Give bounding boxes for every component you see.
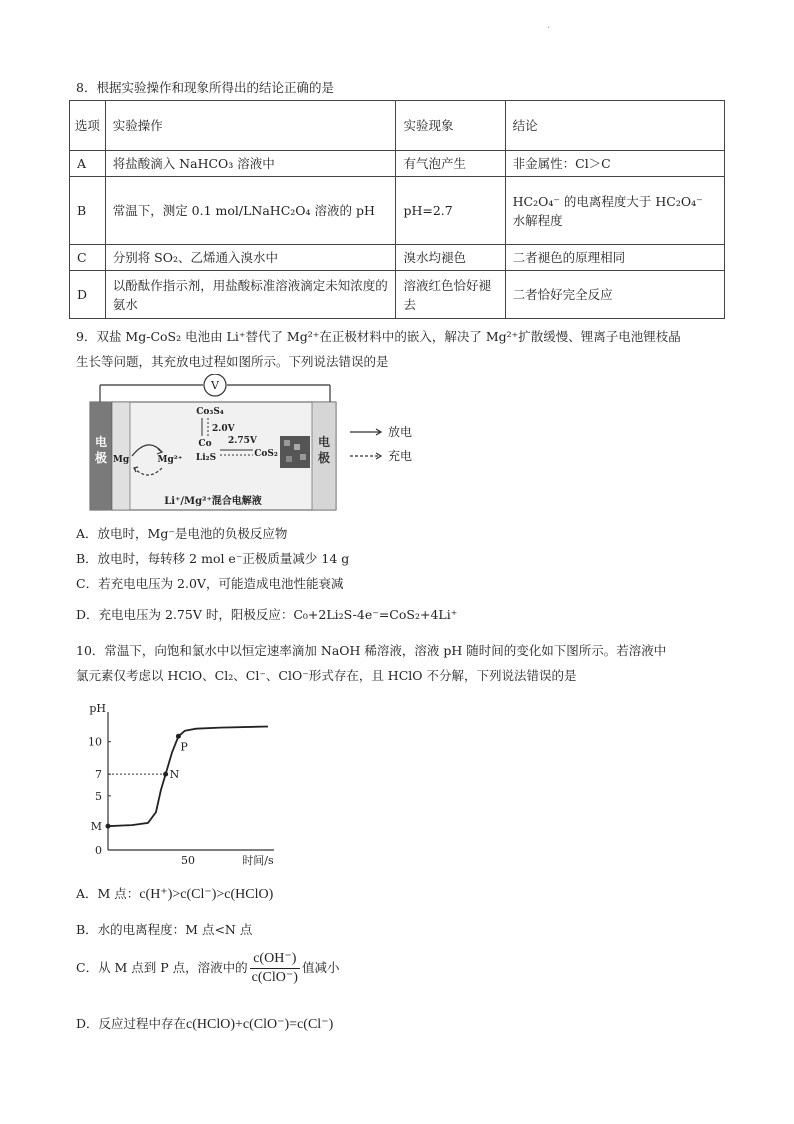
header-phenomenon: 实验现象 [396, 101, 505, 151]
electrode-right-char1: 电 [317, 435, 331, 449]
x-axis-label: 时间/s [242, 854, 274, 867]
q10-stem-line1: 10．常温下，向饱和氯水中以恒定速率滴加 NaOH 稀溶液，溶液 pH 随时间的变化如下图所示。若溶液中 [76, 643, 667, 658]
row-phenomenon: pH=2.7 [396, 177, 505, 245]
q10-stem-line2: 氯元素仅考虑以 HClO、Cl₂、Cl⁻、ClO⁻形式存在，且 HClO 不分解，下列说法错误的是 [76, 668, 577, 683]
q9-option-a: A．放电时，Mg⁻是电池的负极反应物 [76, 526, 288, 541]
point-n-label: N [169, 768, 180, 782]
header-operation: 实验操作 [105, 101, 396, 151]
cos2-label: CoS₂ [254, 449, 278, 459]
co-label: Co [198, 439, 212, 449]
q9-stem-line2: 生长等问题，其充放电过程如图所示。下列说法错误的是 [76, 354, 389, 369]
header-option: 选项 [70, 101, 106, 151]
q9-option-c: C．若充电电压为 2.0V，可能造成电池性能衰减 [76, 576, 344, 591]
q10-option-b: B．水的电离程度：M 点<N 点 [76, 922, 253, 937]
row-conclusion: 二者恰好完全反应 [505, 271, 724, 319]
voltmeter-label: V [211, 379, 219, 392]
q9-stem-line1: 9．双盐 Mg-CoS₂ 电池由 Li⁺替代了 Mg²⁺在正极材料中的嵌入，解决了 Mg²⁺扩散缓慢、锂离子电池锂枝晶 [76, 329, 681, 344]
fraction-denominator: c(ClO⁻) [251, 970, 298, 985]
row-opt: C [70, 245, 106, 271]
page-mark: . [547, 20, 551, 31]
header-conclusion: 结论 [505, 101, 724, 151]
q10-option-d-prefix: D．反应过程中存在 [76, 1016, 187, 1031]
battery-diagram [88, 374, 438, 514]
q10-option-d-expr: c(HClO)+c(ClO⁻)=c(Cl⁻) [186, 1017, 334, 1032]
q8-stem: 8．根据实验操作和现象所得出的结论正确的是 [76, 80, 334, 95]
ph-curve [108, 727, 268, 827]
row-opt: B [70, 177, 106, 245]
legend-discharge-label: 放电 [388, 425, 413, 439]
table-row [70, 271, 725, 319]
legend-charge-label: 充电 [388, 449, 413, 463]
q10-option-a [76, 884, 273, 905]
row-conclusion: 二者褪色的原理相同 [505, 245, 724, 271]
point-m [106, 824, 111, 829]
q10-option-d [76, 1014, 333, 1035]
ph-chart [80, 700, 280, 868]
cos2-crystal-icon [280, 436, 310, 468]
y-tick-label: 7 [95, 768, 102, 782]
row-phenomenon: 溶液红色恰好褪去 [396, 271, 505, 319]
q10-option-c [76, 950, 339, 987]
y-tick-label: 0 [95, 844, 102, 857]
electrolyte-label: Li⁺/Mg²⁺混合电解液 [164, 496, 262, 507]
electrode-right-char2: 极 [317, 451, 331, 465]
electrode-left-char2: 极 [94, 451, 108, 465]
table-row [70, 151, 725, 177]
row-opt: A [70, 151, 106, 177]
point-m-label: M [90, 820, 102, 834]
y-axis-label: pH [89, 702, 106, 715]
x-tick-label: 50 [181, 854, 195, 867]
point-p [176, 734, 181, 739]
row-operation: 以酚酞作指示剂，用盐酸标准溶液滴定未知浓度的氨水 [105, 271, 396, 319]
fraction-numerator: c(OH⁻) [250, 950, 300, 969]
row-operation: 将盐酸滴入 NaHCO₃ 溶液中 [105, 151, 396, 177]
row-phenomenon: 溴水均褪色 [396, 245, 505, 271]
row-operation: 分别将 SO₂、乙烯通入溴水中 [105, 245, 396, 271]
li2s-label: Li₂S [195, 453, 217, 463]
q10-option-a-expr: c(H⁺)>c(Cl⁻)>c(HClO) [139, 887, 274, 902]
table-row [70, 177, 725, 245]
point-p-label: P [180, 740, 188, 754]
y-tick-label: 10 [88, 735, 102, 749]
q10-fraction [250, 950, 300, 987]
q10-option-a-prefix: A．M 点： [76, 886, 140, 901]
row-conclusion: HC₂O₄⁻ 的电离程度大于 HC₂O₄⁻ 水解程度 [505, 177, 724, 245]
v275-label: 2.75V [228, 436, 257, 446]
q9-option-d: D．充电电压为 2.75V 时，阳极反应：C₀+2Li₂S-4e⁻=CoS₂+4Li⁺ [76, 607, 458, 622]
point-n [163, 772, 168, 777]
q9-option-b: B．放电时，每转移 2 mol e⁻正极质量减少 14 g [76, 551, 350, 566]
mg-label: Mg [112, 455, 130, 465]
row-conclusion: 非金属性：Cl＞C [505, 151, 724, 177]
electrode-left-char1: 电 [94, 435, 108, 449]
y-tick-label: 5 [95, 789, 102, 803]
co3s4-label: Co₃S₄ [196, 407, 224, 417]
row-phenomenon: 有气泡产生 [396, 151, 505, 177]
v20-label: 2.0V [212, 424, 235, 434]
q8-table [69, 100, 725, 319]
q10-option-c-prefix: C．从 M 点到 P 点，溶液中的 [76, 960, 248, 975]
row-operation: 常温下，测定 0.1 mol/LNaHC₂O₄ 溶液的 pH [105, 177, 396, 245]
q10-option-c-suffix: 值减小 [301, 960, 340, 975]
mg-ion-label: Mg²⁺ [157, 455, 183, 465]
row-opt: D [70, 271, 106, 319]
table-row [70, 245, 725, 271]
table-header-row [70, 101, 725, 151]
